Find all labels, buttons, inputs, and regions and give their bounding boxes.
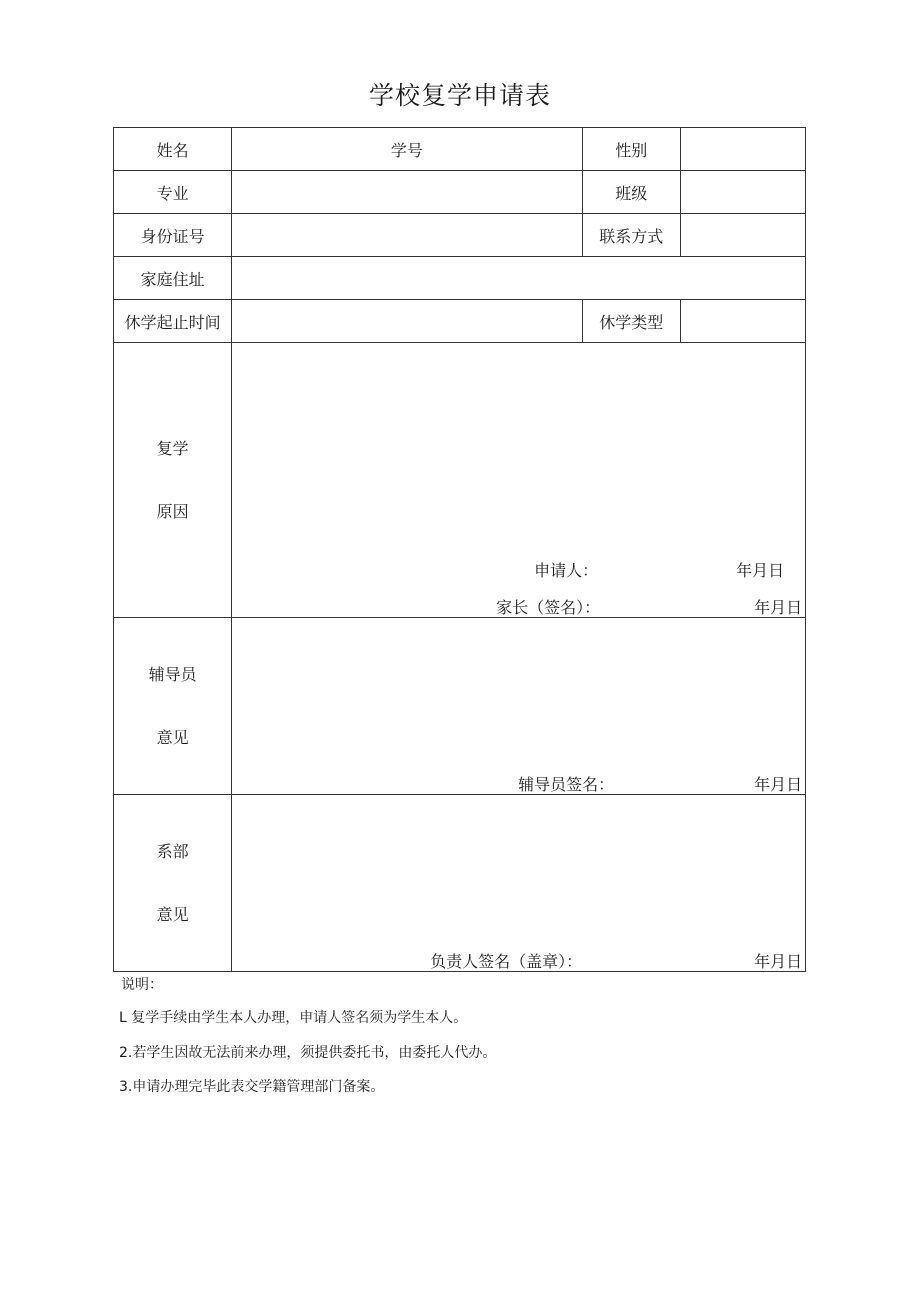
- student-id-label[interactable]: 学号: [232, 128, 583, 171]
- row-address: [114, 257, 806, 300]
- name-label: 姓名: [114, 128, 232, 171]
- address-field[interactable]: [232, 257, 806, 300]
- row-name: [114, 128, 806, 171]
- suspension-type-label: 休学类型: [582, 300, 680, 343]
- form-title: 学校复学申请表: [368, 81, 551, 110]
- note-item-2: 2.若学生因故无法前来办理，须提供委托书，由委托人代办。: [119, 1045, 497, 1061]
- department-label: [114, 795, 232, 972]
- gender-label: 性别: [582, 128, 680, 171]
- contact-field[interactable]: [680, 214, 805, 257]
- reason-label-line1: 复学: [156, 439, 189, 458]
- class-field[interactable]: [680, 171, 805, 214]
- counselor-label-line1: 辅导员: [148, 665, 197, 684]
- note-item-1: L 复学手续由学生本人办理，申请人签名须为学生本人。: [119, 1010, 468, 1026]
- parent-signature-label: 家长（签名）：: [496, 598, 601, 617]
- department-date: 年月日: [754, 952, 803, 971]
- row-id: [114, 214, 806, 257]
- counselor-label-line2: 意见: [156, 728, 189, 747]
- reason-field[interactable]: [232, 343, 806, 618]
- row-suspension: [114, 300, 806, 343]
- reason-label-line2: 原因: [156, 502, 189, 521]
- row-counselor: [114, 618, 806, 795]
- contact-label: 联系方式: [582, 214, 680, 257]
- suspension-period-field[interactable]: [232, 300, 583, 343]
- department-label-line2: 意见: [156, 905, 189, 924]
- department-label-line1: 系部: [156, 842, 189, 861]
- row-reason: [114, 343, 806, 618]
- counselor-label: [114, 618, 232, 795]
- major-field[interactable]: [232, 171, 583, 214]
- department-signature-label: 负责人签名（盖章）：: [430, 952, 583, 971]
- id-number-label: 身份证号: [114, 214, 232, 257]
- major-label: 专业: [114, 171, 232, 214]
- suspension-period-label: 休学起止时间: [114, 300, 232, 343]
- counselor-date: 年月日: [754, 775, 803, 794]
- parent-date: 年月日: [754, 598, 803, 617]
- department-opinion-field[interactable]: [232, 795, 806, 972]
- reason-label: [114, 343, 232, 618]
- id-number-field[interactable]: [232, 214, 583, 257]
- address-label: 家庭住址: [114, 257, 232, 300]
- applicant-date: 年月日: [736, 561, 785, 580]
- counselor-opinion-field[interactable]: [232, 618, 806, 795]
- notes-heading: 说明：: [121, 977, 163, 993]
- counselor-signature-label: 辅导员签名：: [518, 775, 615, 794]
- row-department: [114, 795, 806, 972]
- applicant-signature-label: 申请人：: [534, 561, 599, 580]
- row-major: [114, 171, 806, 214]
- note-item-3: 3.申请办理完毕此表交学籍管理部门备案。: [119, 1079, 385, 1095]
- gender-field[interactable]: [680, 128, 805, 171]
- application-form-table: [113, 127, 806, 972]
- class-label: 班级: [582, 171, 680, 214]
- suspension-type-field[interactable]: [680, 300, 805, 343]
